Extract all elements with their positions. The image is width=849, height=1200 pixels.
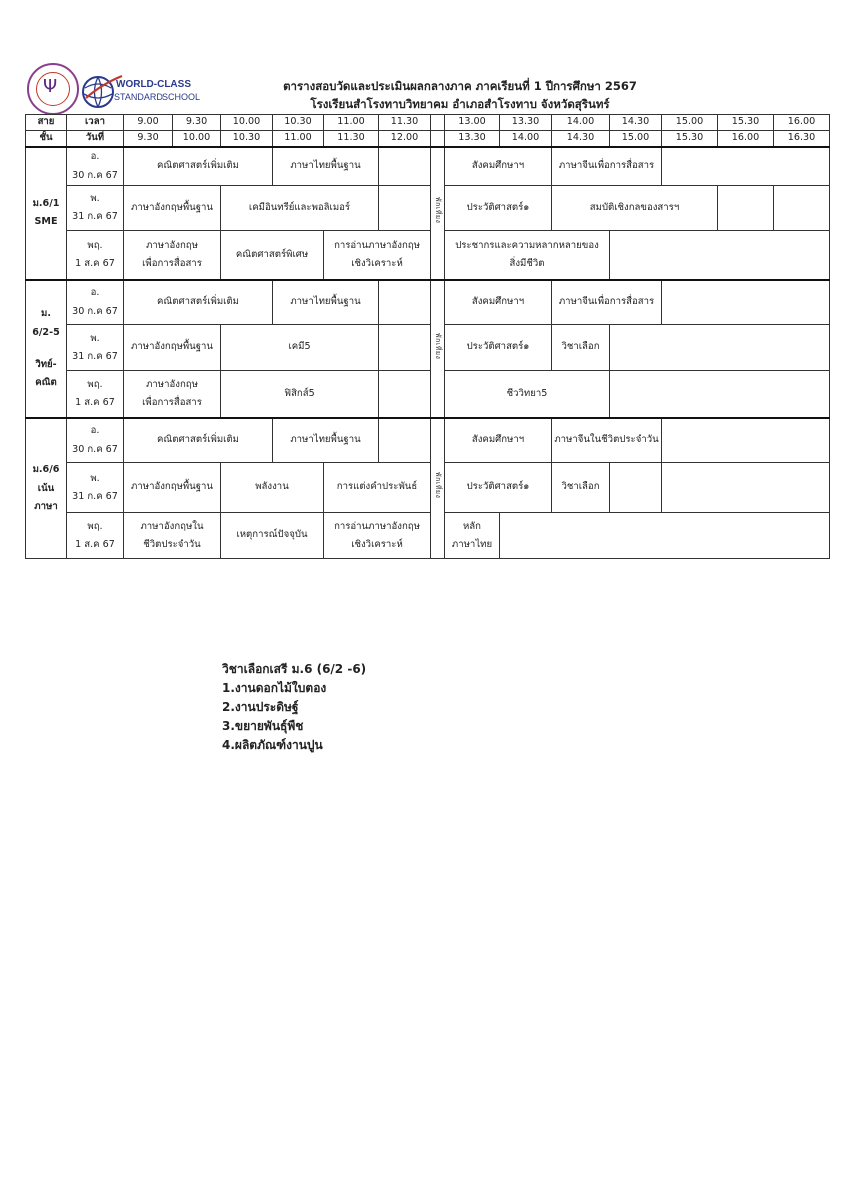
exam-subject: วิชาเลือก bbox=[552, 463, 610, 513]
empty-slot bbox=[379, 371, 431, 418]
time-end: 15.30 bbox=[662, 131, 718, 147]
exam-subject: ภาษาอังกฤษ เพื่อการสื่อสาร bbox=[124, 231, 221, 280]
exam-subject: ฟิสิกส์5 bbox=[221, 371, 379, 418]
class-group-label: ม. 6/2-5 วิทย์- คณิต bbox=[26, 280, 67, 418]
time-start: 11.00 bbox=[324, 115, 379, 131]
svg-text:STANDARD: STANDARD bbox=[114, 92, 163, 102]
lunch-header-gap bbox=[431, 115, 445, 131]
exam-subject: พลังงาน bbox=[221, 463, 324, 513]
empty-slot bbox=[379, 418, 431, 463]
time-end: 11.30 bbox=[324, 131, 379, 147]
exam-subject: คณิตศาสตร์พิเศษ bbox=[221, 231, 324, 280]
exam-subject: เหตุการณ์ปัจจุบัน bbox=[221, 513, 324, 559]
date-cell: พ. 31 ก.ค 67 bbox=[67, 325, 124, 371]
time-start: 11.30 bbox=[379, 115, 431, 131]
exam-subject: เคมี5 bbox=[221, 325, 379, 371]
date-cell: พฤ. 1 ส.ค 67 bbox=[67, 231, 124, 280]
exam-subject: ภาษาอังกฤษพื้นฐาน bbox=[124, 325, 221, 371]
exam-schedule-table bbox=[25, 114, 830, 559]
svg-text:SCHOOL: SCHOOL bbox=[162, 92, 201, 102]
empty-slot bbox=[500, 513, 830, 559]
g2-row-wed bbox=[26, 325, 830, 371]
date-cell: พฤ. 1 ส.ค 67 bbox=[67, 371, 124, 418]
exam-subject: ประวัติศาสตร์๑ bbox=[445, 325, 552, 371]
time-start: 14.30 bbox=[610, 115, 662, 131]
time-end: 15.00 bbox=[610, 131, 662, 147]
g1-row-wed bbox=[26, 186, 830, 231]
empty-slot bbox=[379, 280, 431, 325]
g2-row-tue bbox=[26, 280, 830, 325]
g1-row-tue bbox=[26, 147, 830, 186]
header-class-line-2: ชั้น bbox=[26, 131, 67, 147]
exam-subject: เคมีอินทรีย์และพอลิเมอร์ bbox=[221, 186, 379, 231]
g1-row-thu bbox=[26, 231, 830, 280]
empty-slot bbox=[610, 325, 830, 371]
exam-subject: วิชาเลือก bbox=[552, 325, 610, 371]
electives-title: วิชาเลือกเสรี ม.6 (6/2 -6) bbox=[222, 662, 367, 676]
school-subtitle: โรงเรียนสำโรงทาบวิทยาคม อำเภอสำโรงทาบ จังหวัดสุรินทร์ bbox=[310, 97, 610, 111]
class-group-label: ม.6/6 เน้น ภาษา bbox=[26, 418, 67, 559]
lunch-header-gap bbox=[431, 131, 445, 147]
g3-row-wed bbox=[26, 463, 830, 513]
empty-slot bbox=[379, 186, 431, 231]
empty-slot bbox=[662, 280, 830, 325]
exam-subject: ภาษาไทยพื้นฐาน bbox=[273, 147, 379, 186]
date-cell: อ. 30 ก.ค 67 bbox=[67, 418, 124, 463]
header-row-end bbox=[26, 131, 830, 147]
svg-text:WORLD-CLASS: WORLD-CLASS bbox=[116, 79, 191, 90]
exam-subject: ภาษาไทยพื้นฐาน bbox=[273, 418, 379, 463]
time-start: 9.00 bbox=[124, 115, 173, 131]
exam-subject: ภาษาอังกฤษ เพื่อการสื่อสาร bbox=[124, 371, 221, 418]
trident-icon: Ψ bbox=[43, 76, 58, 97]
time-start: 14.00 bbox=[552, 115, 610, 131]
lunch-break-column bbox=[431, 147, 445, 280]
lunch-break-label: พักเที่ยง bbox=[433, 332, 442, 360]
empty-slot bbox=[379, 325, 431, 371]
exam-subject: การแต่งคำประพันธ์ bbox=[324, 463, 431, 513]
exam-subject: ประวัติศาสตร์๑ bbox=[445, 463, 552, 513]
time-start: 10.30 bbox=[273, 115, 324, 131]
empty-slot bbox=[379, 147, 431, 186]
time-start: 15.30 bbox=[718, 115, 774, 131]
exam-subject: ภาษาอังกฤษพื้นฐาน bbox=[124, 463, 221, 513]
document-title: ตารางสอบวัดและประเมินผลกลางภาค ภาคเรียนที่ 1 ปีการศึกษา 2567 bbox=[283, 79, 637, 93]
header-date-label: วันที่ bbox=[67, 131, 124, 147]
time-end: 16.30 bbox=[774, 131, 830, 147]
empty-slot bbox=[610, 463, 662, 513]
date-cell: พฤ. 1 ส.ค 67 bbox=[67, 513, 124, 559]
exam-subject: ภาษาจีนในชีวิตประจำวัน bbox=[552, 418, 662, 463]
time-start: 13.30 bbox=[500, 115, 552, 131]
g3-row-thu bbox=[26, 513, 830, 559]
date-cell: พ. 31 ก.ค 67 bbox=[67, 186, 124, 231]
lunch-break-column bbox=[431, 418, 445, 559]
exam-subject: ประวัติศาสตร์๑ bbox=[445, 186, 552, 231]
exam-subject: คณิตศาสตร์เพิ่มเติม bbox=[124, 280, 273, 325]
empty-slot bbox=[662, 418, 830, 463]
empty-slot bbox=[610, 231, 830, 280]
elective-item: 3.ขยายพันธุ์พืช bbox=[222, 719, 304, 733]
exam-subject: ภาษาอังกฤษพื้นฐาน bbox=[124, 186, 221, 231]
exam-subject: การอ่านภาษาอังกฤษ เชิงวิเคราะห์ bbox=[324, 231, 431, 280]
exam-subject: สังคมศึกษาฯ bbox=[445, 280, 552, 325]
exam-subject: ภาษาจีนเพื่อการสื่อสาร bbox=[552, 280, 662, 325]
exam-subject: ภาษาจีนเพื่อการสื่อสาร bbox=[552, 147, 662, 186]
exam-subject: ภาษาอังกฤษใน ชีวิตประจำวัน bbox=[124, 513, 221, 559]
free-electives-list bbox=[222, 660, 366, 755]
empty-slot bbox=[718, 186, 774, 231]
lunch-break-column bbox=[431, 280, 445, 418]
time-start: 9.30 bbox=[173, 115, 221, 131]
header-row-start bbox=[26, 115, 830, 131]
time-end: 11.00 bbox=[273, 131, 324, 147]
empty-slot bbox=[774, 186, 830, 231]
lunch-break-label: พักเที่ยง bbox=[433, 472, 442, 499]
exam-subject: คณิตศาสตร์เพิ่มเติม bbox=[124, 147, 273, 186]
g3-row-tue bbox=[26, 418, 830, 463]
time-start: 16.00 bbox=[774, 115, 830, 131]
date-cell: อ. 30 ก.ค 67 bbox=[67, 147, 124, 186]
time-end: 9.30 bbox=[124, 131, 173, 147]
time-start: 15.00 bbox=[662, 115, 718, 131]
elective-item: 1.งานดอกไม้ใบตอง bbox=[222, 681, 327, 695]
time-start: 10.00 bbox=[221, 115, 273, 131]
exam-subject: หลัก ภาษาไทย bbox=[445, 513, 500, 559]
empty-slot bbox=[662, 147, 830, 186]
header-time-label: เวลา bbox=[67, 115, 124, 131]
date-cell: อ. 30 ก.ค 67 bbox=[67, 280, 124, 325]
lunch-break-label: พักเที่ยง bbox=[433, 197, 442, 224]
document-header bbox=[0, 0, 849, 115]
time-end: 12.00 bbox=[379, 131, 431, 147]
school-seal-logo bbox=[27, 63, 79, 115]
exam-subject: ประชากรและความหลากหลายของ สิ่งมีชีวิต bbox=[445, 231, 610, 280]
exam-subject: สังคมศึกษาฯ bbox=[445, 418, 552, 463]
time-end: 10.30 bbox=[221, 131, 273, 147]
exam-subject: การอ่านภาษาอังกฤษ เชิงวิเคราะห์ bbox=[324, 513, 431, 559]
time-end: 14.00 bbox=[500, 131, 552, 147]
empty-slot bbox=[610, 371, 830, 418]
exam-subject: คณิตศาสตร์เพิ่มเติม bbox=[124, 418, 273, 463]
elective-item: 2.งานประดิษฐ์ bbox=[222, 700, 299, 714]
time-start: 13.00 bbox=[445, 115, 500, 131]
exam-subject: ภาษาไทยพื้นฐาน bbox=[273, 280, 379, 325]
time-end: 14.30 bbox=[552, 131, 610, 147]
exam-subject: ชีววิทยา5 bbox=[445, 371, 610, 418]
date-cell: พ. 31 ก.ค 67 bbox=[67, 463, 124, 513]
exam-subject: สมบัติเชิงกลของสารฯ bbox=[552, 186, 718, 231]
header-class-line: สาย bbox=[26, 115, 67, 131]
exam-subject: สังคมศึกษาฯ bbox=[445, 147, 552, 186]
empty-slot bbox=[662, 463, 830, 513]
g2-row-thu bbox=[26, 371, 830, 418]
time-end: 16.00 bbox=[718, 131, 774, 147]
time-end: 10.00 bbox=[173, 131, 221, 147]
world-class-standard-school-logo bbox=[82, 70, 202, 112]
elective-item: 4.ผลิตภัณฑ์งานปูน bbox=[222, 738, 323, 752]
class-group-label: ม.6/1 SME bbox=[26, 147, 67, 280]
time-end: 13.30 bbox=[445, 131, 500, 147]
